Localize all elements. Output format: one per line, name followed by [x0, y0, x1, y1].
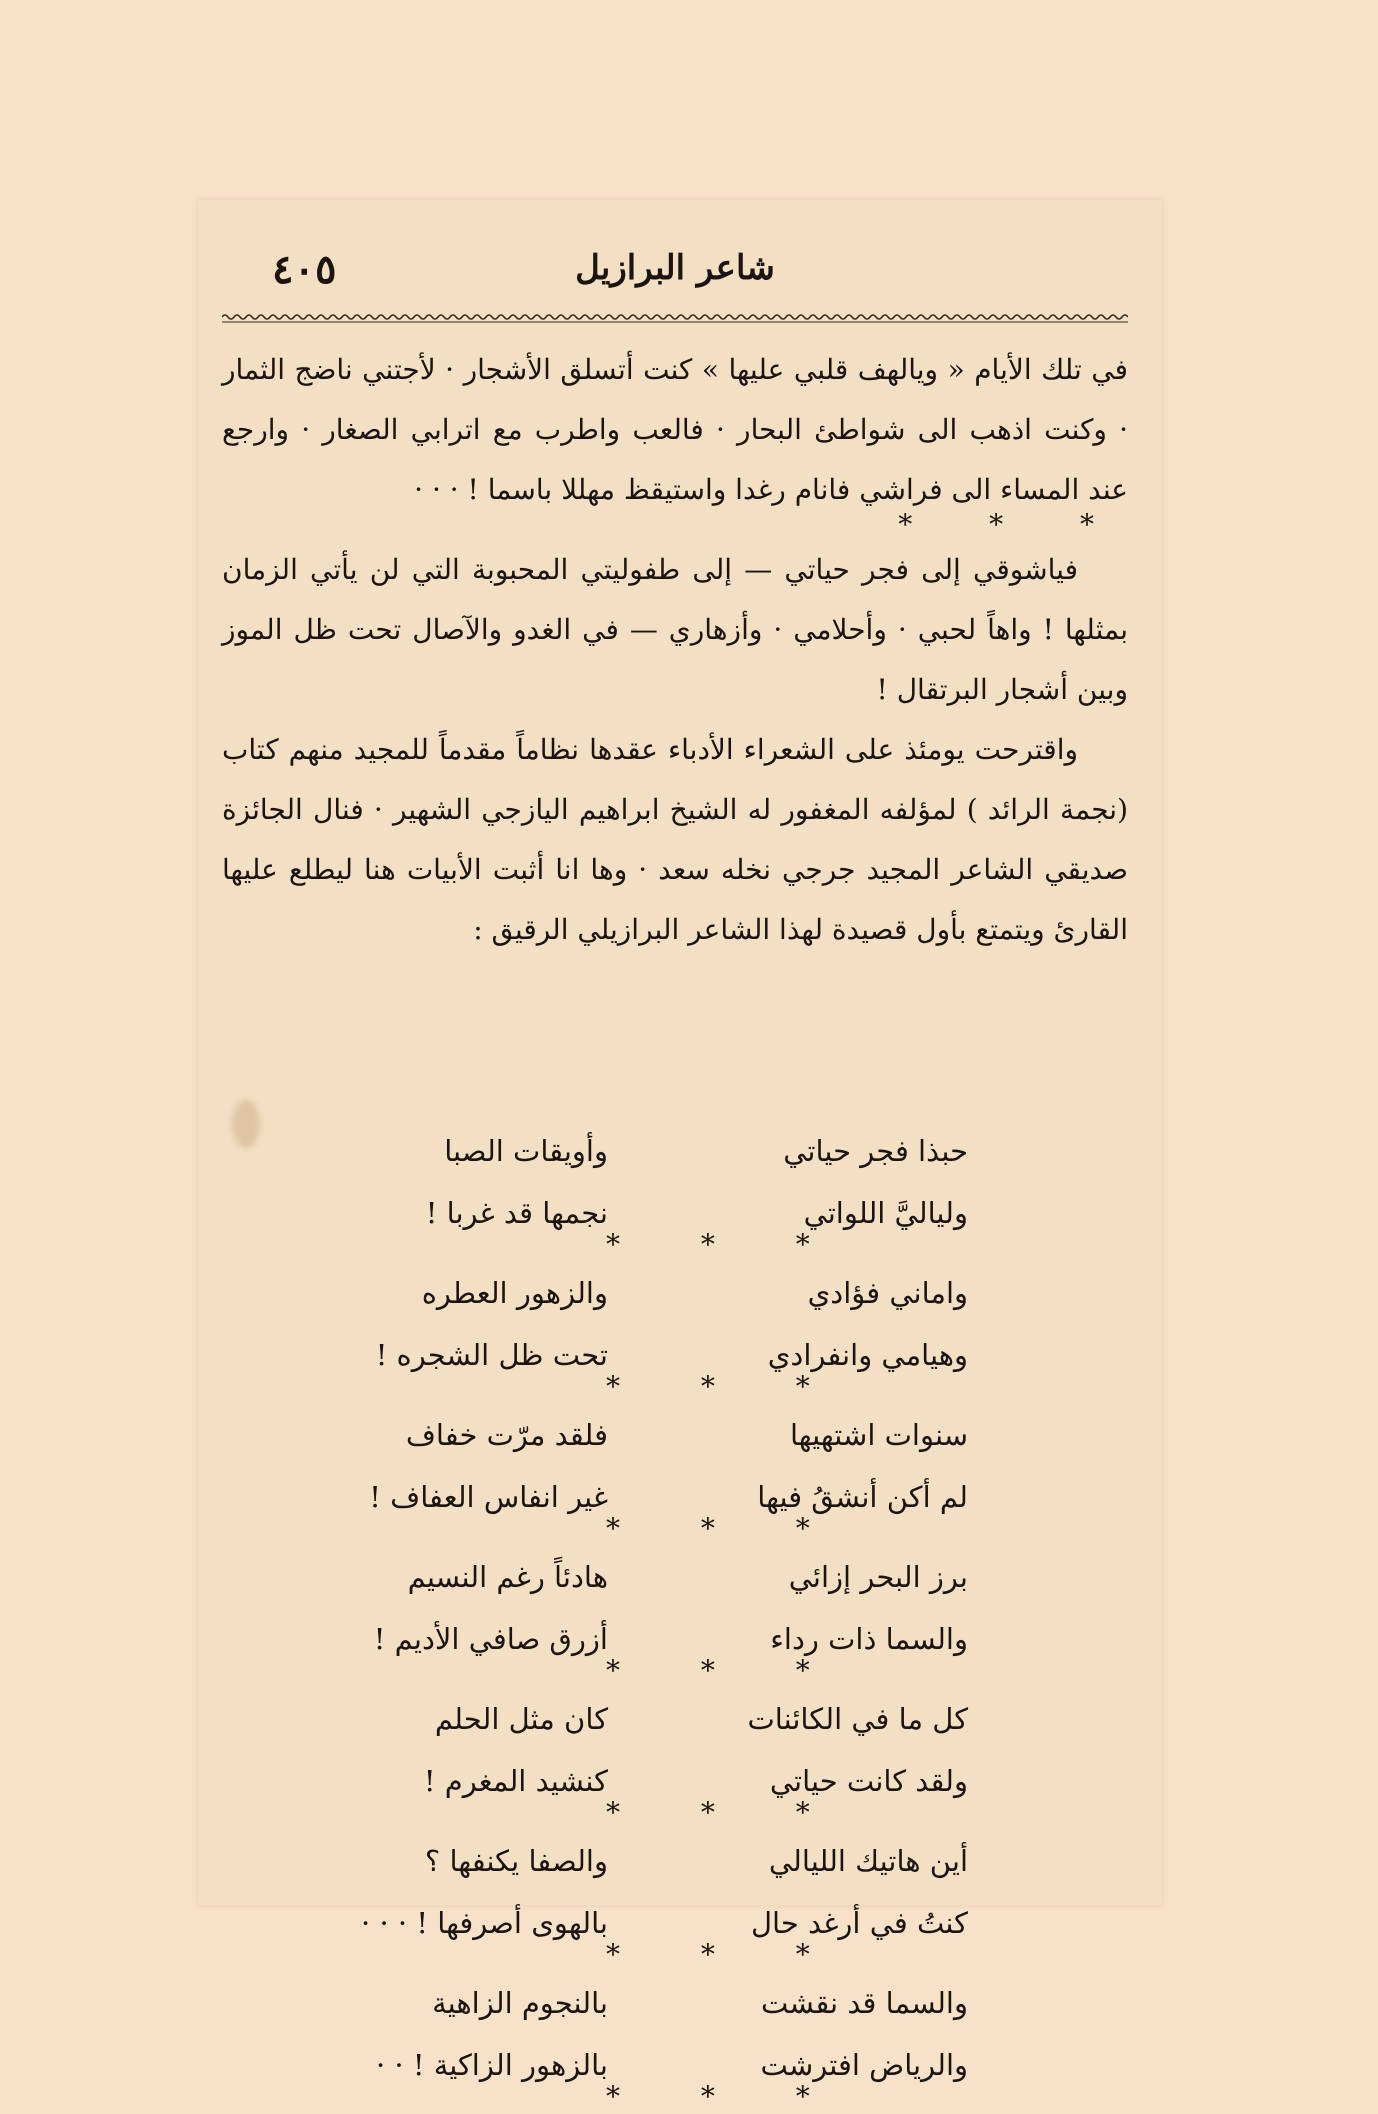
book-page	[198, 200, 1162, 2113]
stars-text: * * *	[606, 1654, 846, 1687]
verse-second-hemistich: بالزهور الزاكية ! · ·	[375, 2048, 608, 2082]
poem-verse	[222, 1120, 1128, 1182]
verse-second-hemistich: هادئاً رغم النسيم	[407, 1560, 608, 1594]
verse-first-hemistich: ولياليَّ اللواتي	[803, 1196, 968, 1230]
verse-first-hemistich: لم أكن أنشقُ فيها	[757, 1480, 968, 1514]
stanza-separator-stars	[222, 1654, 1128, 1688]
page-number: ٤٠٥	[272, 246, 337, 293]
verse-second-hemistich: تحت ظل الشجره !	[375, 1338, 608, 1372]
verse-first-hemistich: وهيامي وانفرادي	[767, 1338, 968, 1372]
poem-verse	[222, 1404, 1128, 1466]
verse-second-hemistich: نجمها قد غربا !	[425, 1196, 608, 1230]
verse-first-hemistich: كنتُ في أرغد حال	[750, 1906, 968, 1940]
verse-first-hemistich: والرياض افترشت	[760, 2048, 968, 2082]
verse-second-hemistich: كنشيد المغرم !	[423, 1764, 608, 1798]
paragraph-3: واقترحت يومئذ على الشعراء الأدباء عقدها نظاماً مقدماً للمجيد منهم كتاب (نجمة الرائد ) لمؤلفه المغفور له الشيخ ابراهيم اليازجي الشهير · فنال الجائزة صديقي الشاعر المجيد جرجي نخله سعد · وها انا أثبت الأبيات هنا ليطلع عليها القارئ ويتمتع بأول قصيدة لهذا الشاعر البرازيلي الرقيق :	[222, 733, 1128, 946]
stars-text: * * *	[606, 1938, 846, 1971]
verse-first-hemistich: أين هاتيك الليالي	[768, 1844, 968, 1878]
verse-second-hemistich: بالهوى أصرفها ! · · ·	[361, 1906, 608, 1940]
poem-stanza	[222, 1972, 1128, 2114]
poem-stanza	[222, 1404, 1128, 1546]
poem-verse	[222, 1688, 1128, 1750]
poem-stanza	[222, 1688, 1128, 1830]
verse-second-hemistich: بالنجوم الزاهية	[432, 1986, 608, 2020]
paragraph-1: في تلك الأيام « ويالهف قلبي عليها » كنت أتسلق الأشجار · لأجتني ناضج الثمار · وكنت اذهب الى شواطئ البحار · فالعب واطرب مع اترابي الصغار · وارجع عند المساء الى فراشي فانام رغدا واستيقظ مهللا باسما ! · · ·	[222, 353, 1128, 506]
poem-verse	[222, 1546, 1128, 1608]
stanza-separator-stars	[222, 1512, 1128, 1546]
stanza-separator-stars	[222, 2080, 1128, 2114]
page-header	[222, 240, 1128, 310]
poem-stanza	[222, 1830, 1128, 1972]
verse-first-hemistich: حبذا فجر حياتي	[783, 1134, 968, 1168]
verse-second-hemistich: والزهور العطره	[421, 1276, 608, 1310]
prose-section	[222, 340, 1128, 960]
poem-verse	[222, 1262, 1128, 1324]
poem-verse	[222, 1972, 1128, 2034]
poem	[222, 1120, 1128, 2114]
stars-text: * * *	[606, 1512, 846, 1545]
stanza-separator-stars	[222, 1938, 1128, 1972]
verse-first-hemistich: سنوات اشتهيها	[789, 1418, 968, 1452]
running-title: شاعر البرازيل	[575, 248, 775, 288]
verse-second-hemistich: كان مثل الحلم	[434, 1702, 608, 1736]
stars-text: * * *	[606, 2080, 846, 2113]
verse-first-hemistich: برز البحر إزائي	[788, 1560, 968, 1594]
section-stars: * * *	[898, 508, 1128, 541]
verse-second-hemistich: غير انفاس العفاف !	[369, 1480, 608, 1514]
stanza-separator-stars	[222, 1796, 1128, 1830]
verse-second-hemistich: فلقد مرّت خفاف	[405, 1418, 608, 1452]
verse-first-hemistich: كل ما في الكائنات	[747, 1702, 968, 1736]
stanza-separator-stars	[222, 1370, 1128, 1404]
verse-first-hemistich: واماني فؤادي	[807, 1276, 968, 1310]
stars-text: * * *	[606, 1796, 846, 1829]
poem-verse	[222, 1830, 1128, 1892]
verse-second-hemistich: والصفا يكنفها ؟	[424, 1844, 608, 1878]
poem-stanza	[222, 1120, 1128, 1262]
verse-second-hemistich: أزرق صافي الأديم !	[373, 1622, 608, 1656]
verse-first-hemistich: والسما ذات رداء	[770, 1622, 968, 1656]
stanza-separator-stars	[222, 1228, 1128, 1262]
paragraph-2: فياشوقي إلى فجر حياتي — إلى طفوليتي المحبوبة التي لن يأتي الزمان بمثلها ! واهاً لحبي · وأحلامي · وأزهاري — في الغدو والآصال تحت ظل الموز وبين أشجار البرتقال !	[222, 553, 1128, 706]
verse-first-hemistich: والسما قد نقشت	[761, 1986, 968, 2020]
wavy-header-rule	[222, 312, 1128, 324]
poem-stanza	[222, 1546, 1128, 1688]
stars-text: * * *	[606, 1370, 846, 1403]
stars-text: * * *	[606, 1228, 846, 1261]
verse-first-hemistich: ولقد كانت حياتي	[769, 1764, 968, 1798]
poem-stanza	[222, 1262, 1128, 1404]
verse-second-hemistich: وأويقات الصبا	[444, 1134, 608, 1168]
